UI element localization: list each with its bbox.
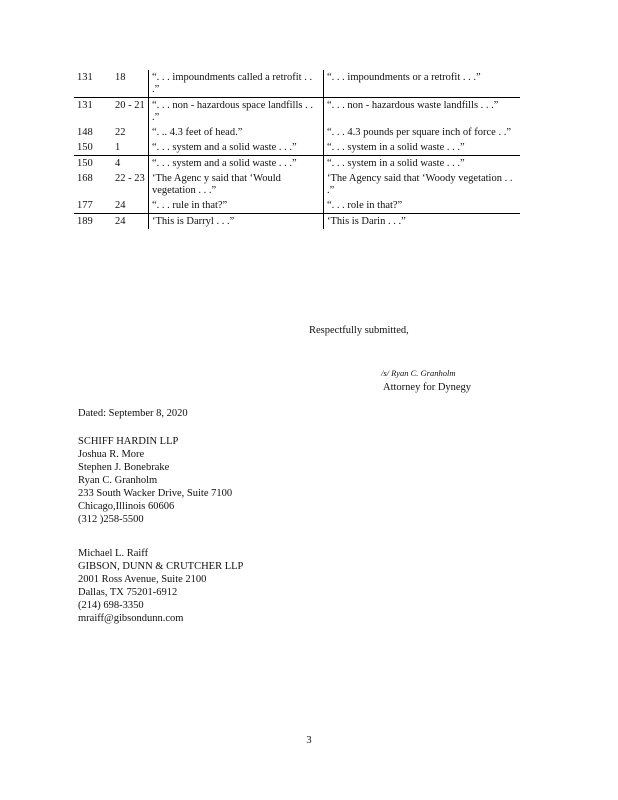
errata-corrected: “. . . impoundments or a retrofit . . .” — [324, 70, 521, 98]
errata-row — [74, 125, 520, 140]
errata-page: 177 — [74, 198, 112, 214]
firm-line: Joshua R. More — [78, 449, 145, 460]
firm-block-gibson — [78, 547, 243, 625]
errata-original: “. . . system and a solid waste . . .” — [149, 156, 324, 172]
errata-original: “. . . impoundments called a retrofit . . .” — [149, 70, 324, 98]
email-address: mraiff@gibsondunn.com — [78, 613, 184, 624]
errata-original: ‘The Agenc y said that ‘Would vegetation . . .” — [149, 171, 324, 198]
firm-line: Ryan C. Granholm — [78, 475, 158, 486]
firm-line: Dallas, TX 75201-6912 — [78, 587, 178, 598]
electronic-signature: /s/ Ryan C. Granholm — [381, 368, 456, 378]
errata-line: 24 — [112, 198, 149, 214]
errata-page: 168 — [77, 173, 93, 184]
errata-line: 18 — [112, 70, 149, 98]
errata-corrected: ‘The Agency said that ‘Woody vegetation . . .” — [324, 171, 521, 198]
firm-line: (214) 698-3350 — [78, 600, 144, 611]
respectfully-submitted: Respectfully submitted, — [309, 325, 409, 336]
errata-row — [74, 98, 520, 126]
errata-original: “. . . rule in that?” — [149, 198, 324, 214]
errata-original: “. .. 4.3 feet of head.” — [149, 125, 324, 140]
errata-original: “. . . non - hazardous space landfills . . .” — [149, 98, 324, 126]
errata-row — [74, 198, 520, 214]
firm-line: (312 )258-5500 — [78, 514, 144, 525]
firm-line: GIBSON, DUNN & CRUTCHER LLP — [78, 561, 244, 572]
dated-line: Dated: September 8, 2020 — [78, 408, 188, 419]
errata-corrected: “. . . 4.3 pounds per square inch of force . .” — [324, 125, 521, 140]
attorney-title: Attorney for Dynegy — [383, 382, 472, 393]
errata-row — [74, 156, 520, 172]
errata-page: 150 — [74, 140, 112, 156]
errata-line: 4 — [115, 158, 121, 169]
errata-original: ‘This is Darryl . . .” — [149, 214, 324, 230]
errata-row — [74, 171, 520, 198]
errata-table-body — [74, 70, 520, 229]
errata-row — [74, 214, 520, 230]
errata-corrected: ‘This is Darin . . .” — [324, 214, 521, 230]
errata-line: 22 - 23 — [115, 173, 145, 184]
errata-corrected: “. . . system in a solid waste . . .” — [324, 156, 521, 172]
errata-page: 189 — [77, 216, 93, 227]
errata-page: 150 — [77, 158, 93, 169]
firm-line: Michael L. Raiff — [78, 548, 149, 559]
errata-corrected: “. . . non - hazardous waste landfills . . .” — [324, 98, 521, 126]
errata-table — [74, 70, 520, 229]
page-number: 3 — [306, 735, 312, 746]
errata-page: 148 — [77, 127, 93, 138]
firm-line: Stephen J. Bonebrake — [78, 462, 170, 473]
errata-row — [74, 70, 520, 98]
firm-line: 233 South Wacker Drive, Suite 7100 — [78, 488, 233, 499]
errata-line: 22 — [115, 127, 126, 138]
errata-line: 20 - 21 — [115, 100, 145, 111]
errata-page: 131 — [74, 70, 112, 98]
errata-corrected: “. . . system in a solid waste . . .” — [324, 140, 521, 156]
errata-page: 131 — [77, 100, 93, 111]
firm-line: Chicago,Illinois 60606 — [78, 501, 175, 512]
errata-original: “. . . system and a solid waste . . .” — [149, 140, 324, 156]
firm-name: SCHIFF HARDIN LLP — [78, 436, 179, 447]
errata-line: 1 — [112, 140, 149, 156]
errata-line: 24 — [115, 216, 126, 227]
firm-line: 2001 Ross Avenue, Suite 2100 — [78, 574, 207, 585]
errata-row — [74, 140, 520, 156]
firm-block-schiff — [78, 435, 232, 526]
errata-corrected: “. . . role in that?” — [324, 198, 521, 214]
